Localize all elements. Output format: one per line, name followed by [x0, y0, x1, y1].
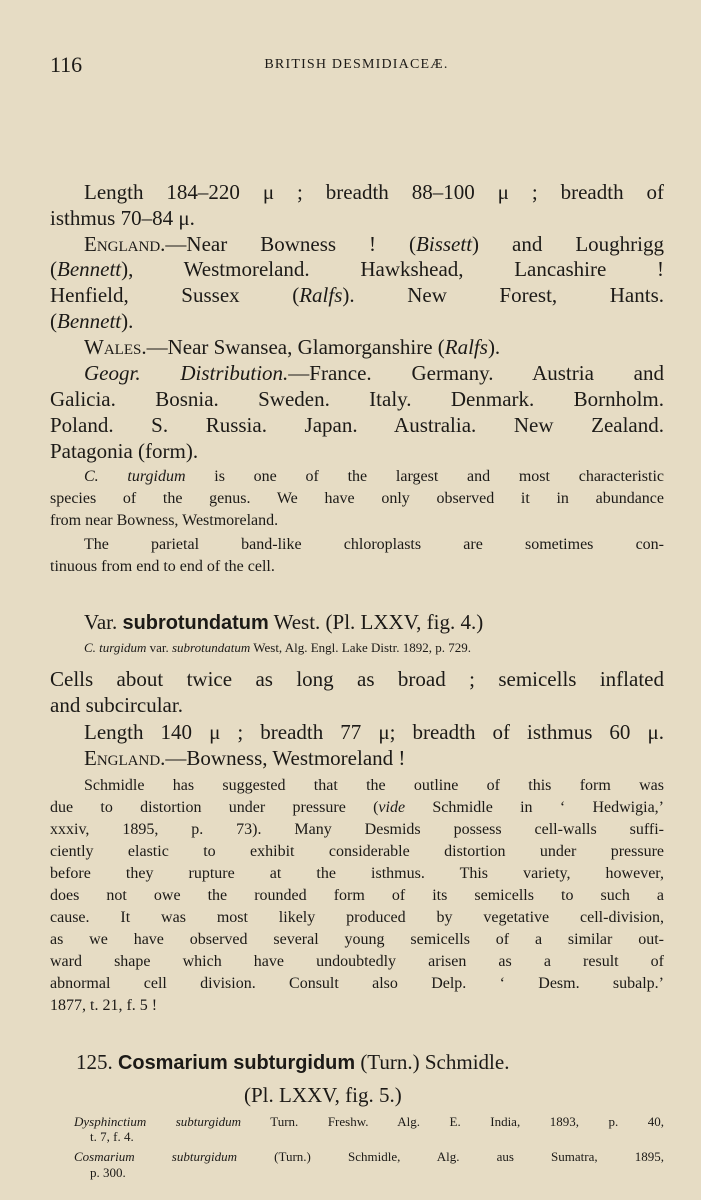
text-line-l34: [76, 1050, 664, 1075]
text-run: ). New Forest, Hants.: [342, 283, 665, 307]
text-run: as we have observed several young semicells of a similar out-: [50, 931, 664, 948]
text-line-l1: [84, 180, 664, 205]
text-line-l39: [90, 1165, 664, 1181]
page-header: [50, 52, 663, 82]
text-run: abnormal cell division. Consult also Delp. ‘ Desm. subalp.’: [50, 975, 664, 992]
text-run: England.: [84, 746, 166, 770]
text-line-l35: [244, 1083, 664, 1108]
text-line-l3: [84, 232, 664, 257]
text-line-l8: [84, 361, 664, 386]
text-run: is one of the largest and most characteristic: [185, 468, 664, 485]
text-run: England.: [84, 232, 166, 256]
text-run: and subcircular.: [50, 693, 183, 717]
text-line-l30: [50, 931, 664, 949]
page-number: 116: [50, 52, 83, 77]
text-line-l16: [50, 558, 664, 576]
text-line-l19: [50, 667, 664, 692]
text-run: due to distortion under pressure (: [50, 799, 379, 816]
text-line-l9: [50, 387, 664, 412]
text-run: t. 7, f. 4.: [90, 1129, 134, 1144]
text-line-l14: [50, 512, 664, 530]
text-line-l27: [50, 865, 664, 883]
text-run: ciently elastic to exhibit considerable distortion under pressure: [50, 843, 664, 860]
text-run: Cosmarium subturgidum: [118, 1052, 356, 1074]
text-line-l2: [50, 206, 664, 231]
text-line-l25: [50, 821, 664, 839]
text-line-l36: [74, 1114, 664, 1130]
text-run: —Near Swansea, Glamorganshire (: [146, 335, 445, 359]
text-run: —Bowness, Westmoreland !: [165, 746, 406, 770]
text-line-l26: [50, 843, 664, 861]
text-run: Ralfs: [444, 335, 488, 359]
text-line-l5: [50, 283, 664, 308]
text-line-l17: [84, 610, 664, 635]
text-run: subrotundatum: [122, 612, 269, 634]
text-run: xxxiv, 1895, p. 73). Many Desmids possess cell-walls suffi-: [50, 821, 664, 838]
text-line-l29: [50, 909, 664, 927]
text-run: Schmidle has suggested that the outline of this form was: [84, 777, 664, 794]
text-line-l33: [50, 997, 664, 1015]
text-line-l22: [84, 746, 664, 771]
text-run: —Near Bowness ! (: [165, 232, 417, 256]
text-run: Turn. Freshw. Alg. E. India, 1893, p. 40,: [240, 1114, 664, 1129]
text-run: C. turgidum: [84, 468, 186, 485]
text-run: Bissett: [416, 232, 473, 256]
text-run: (Pl. LXXV, fig. 5.): [244, 1083, 402, 1107]
text-run: ), Westmoreland. Hawkshead, Lancashire !: [121, 257, 664, 281]
text-run: Bennett: [57, 309, 122, 333]
text-line-l24: [50, 799, 664, 817]
text-run: Length 140 μ ; breadth 77 μ; breadth of isthmus 60 μ.: [84, 720, 664, 744]
text-run: West. (Pl. LXXV, fig. 4.): [268, 610, 484, 634]
text-run: 125.: [76, 1050, 118, 1074]
text-run: Henfield, Sussex (: [50, 283, 300, 307]
text-line-l6: [50, 309, 664, 334]
text-line-l7: [84, 335, 664, 360]
text-run: C. turgidum: [84, 640, 147, 655]
text-run: ).: [121, 309, 134, 333]
text-run: tinuous from end to end of the cell.: [50, 558, 275, 575]
text-run: before they rupture at the isthmus. This variety, however,: [50, 865, 664, 882]
text-run: Wales.: [84, 335, 147, 359]
text-run: Schmidle in ‘ Hedwigia,’: [405, 799, 664, 816]
text-run: ward shape which have undoubtedly arisen as a result of: [50, 953, 664, 970]
text-run: Cells about twice as long as broad ; semicells inflated: [50, 667, 664, 691]
text-run: Cosmarium subturgidum: [74, 1149, 238, 1164]
text-line-l32: [50, 975, 664, 993]
text-run: Bennett: [57, 257, 122, 281]
text-run: West, Alg. Engl. Lake Distr. 1892, p. 729.: [250, 640, 472, 655]
text-run: (: [50, 257, 57, 281]
text-run: p. 300.: [90, 1165, 126, 1180]
text-run: does not owe the rounded form of its semicells to such a: [50, 887, 664, 904]
text-line-l23: [84, 777, 664, 795]
text-line-l12: [84, 468, 664, 486]
text-line-l20: [50, 693, 664, 718]
text-run: Dysphinctium subturgidum: [74, 1114, 241, 1129]
text-line-l4: [50, 257, 664, 282]
text-run: from near Bowness, Westmoreland.: [50, 512, 279, 529]
text-run: Galicia. Bosnia. Sweden. Italy. Denmark. Bornholm.: [50, 387, 664, 411]
text-run: ).: [487, 335, 501, 359]
text-line-l37: [90, 1129, 664, 1145]
text-line-l11: [50, 439, 664, 464]
text-line-l10: [50, 413, 664, 438]
text-line-l21: [84, 720, 664, 745]
running-head: BRITISH DESMIDIACEÆ.: [264, 57, 449, 72]
text-run: (Turn.) Schmidle.: [355, 1050, 510, 1074]
text-run: subrotundatum: [172, 640, 251, 655]
text-run: (: [50, 309, 57, 333]
text-run: Geogr. Distribution.: [84, 361, 289, 385]
text-run: The parietal band-like chloroplasts are sometimes con-: [84, 536, 664, 553]
text-run: Patagonia (form).: [50, 439, 199, 463]
text-line-l31: [50, 953, 664, 971]
text-line-l18: [84, 640, 664, 656]
text-line-l28: [50, 887, 664, 905]
text-run: (Turn.) Schmidle, Alg. aus Sumatra, 1895,: [237, 1149, 664, 1164]
text-run: ) and Loughrigg: [472, 232, 664, 256]
text-line-l15: [84, 536, 664, 554]
text-run: vide: [378, 799, 406, 816]
text-run: species of the genus. We have only observed it in abundance: [50, 490, 664, 507]
text-run: 1877, t. 21, f. 5 !: [50, 997, 158, 1014]
text-run: Length 184–220 μ ; breadth 88–100 μ ; breadth of: [84, 180, 664, 204]
text-run: Ralfs: [299, 283, 343, 307]
text-run: Var.: [84, 610, 123, 634]
text-line-l38: [74, 1149, 664, 1165]
text-run: cause. It was most likely produced by vegetative cell-division,: [50, 909, 664, 926]
text-run: —France. Germany. Austria and: [288, 361, 665, 385]
text-run: Poland. S. Russia. Japan. Australia. New Zealand.: [50, 413, 664, 437]
text-run: var.: [146, 640, 172, 655]
text-run: isthmus 70–84 μ.: [50, 206, 195, 230]
text-line-l13: [50, 490, 664, 508]
